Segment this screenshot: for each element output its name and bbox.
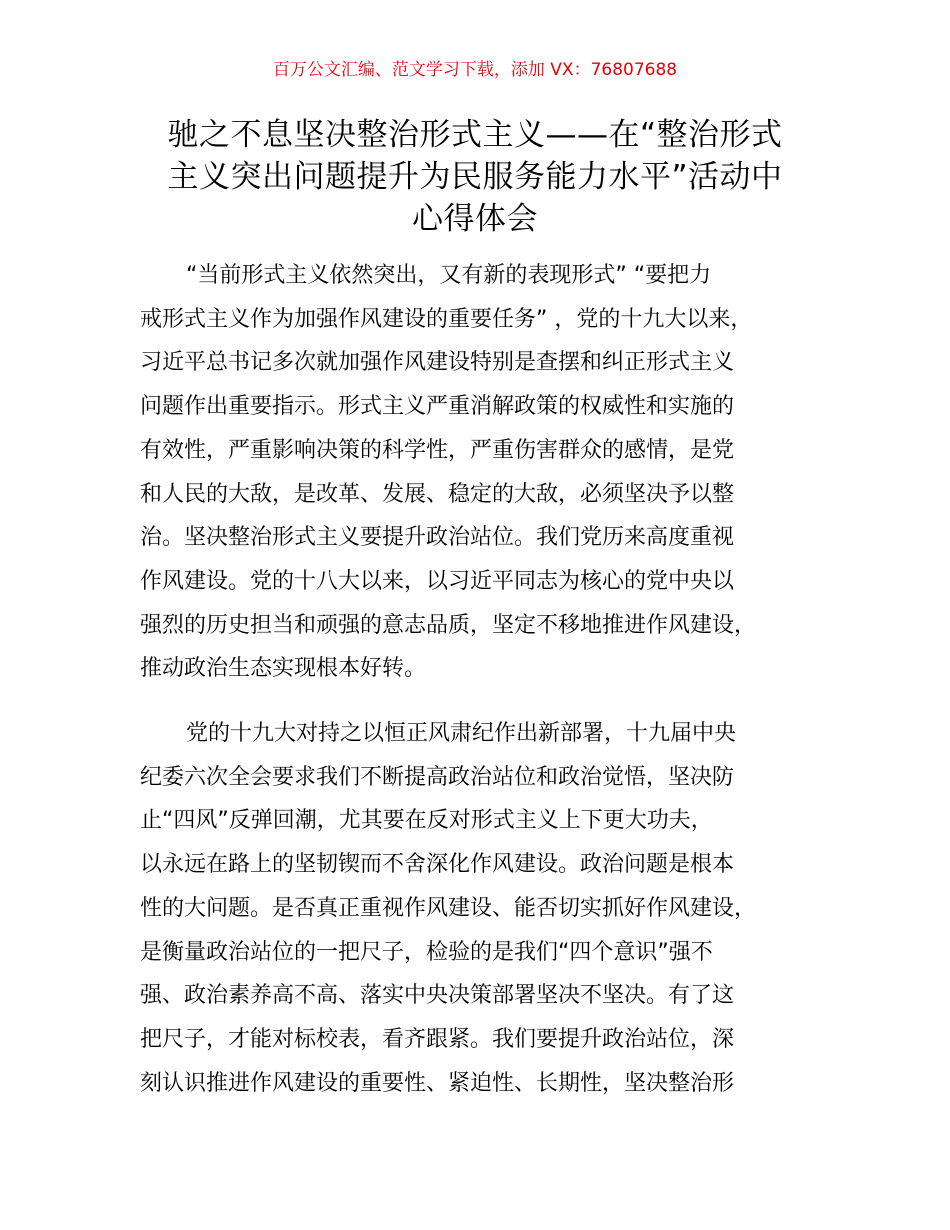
paragraph-line: 和人民的大敌，是改革、发展、稳定的大敌，必须坚决予以整 xyxy=(140,481,735,507)
title-line: 心得体会 xyxy=(412,201,538,237)
paragraph-line: 是衡量政治站位的一把尺子，检验的是我们“四个意识”强不 xyxy=(140,939,713,965)
paragraph-line: 习近平总书记多次就加强作风建设特别是查摆和纠正形式主义 xyxy=(140,350,735,376)
paragraph-line: 戒形式主义作为加强作风建设的重要任务” ，党的十九大以来， xyxy=(140,306,753,332)
paragraph-line: 以永远在路上的坚韧锲而不舍深化作风建设。政治问题是根本 xyxy=(140,852,735,878)
paragraph-line: 性的大问题。是否真正重视作风建设、能否切实抓好作风建设， xyxy=(140,895,757,921)
paragraph-line: 党的十九大对持之以恒正风肃纪作出新部署，十九届中央 xyxy=(186,721,737,747)
paragraph-line: 刻认识推进作风建设的重要性、紧迫性、长期性，坚决整治形 xyxy=(140,1070,735,1096)
paragraph-line: 强烈的历史担当和顽强的意志品质，坚定不移地推进作风建设， xyxy=(140,612,757,638)
paragraph-line: 有效性，严重影响决策的科学性，严重伤害群众的感情，是党 xyxy=(140,437,735,463)
paragraph-line: 把尺子，才能对标校表，看齐跟紧。我们要提升政治站位，深 xyxy=(140,1026,735,1052)
paragraph-line: “当前形式主义依然突出，又有新的表现形式” “要把力 xyxy=(186,263,712,288)
header-promo-note: 百万公文汇编、范文学习下载，添加 VX：76807688 xyxy=(272,60,678,80)
paragraph-spacer xyxy=(140,691,830,712)
title-line: 驰之不息坚决整治形式主义——在“整治形式 xyxy=(167,117,783,153)
paragraph-2 xyxy=(140,712,830,1105)
document-title xyxy=(110,114,840,240)
paragraph-1 xyxy=(140,254,830,691)
paragraph-line: 强、政治素养高不高、落实中央决策部署坚决不坚决。有了这 xyxy=(140,983,735,1009)
paragraph-line: 治。坚决整治形式主义要提升政治站位。我们党历来高度重视 xyxy=(140,525,735,551)
paragraph-line: 止“四风”反弹回潮，尤其要在反对形式主义上下更大功夫， xyxy=(140,808,713,834)
paragraph-line: 问题作出重要指示。形式主义严重消解政策的权威性和实施的 xyxy=(140,394,735,420)
document-body xyxy=(140,254,830,1105)
title-line: 主义突出问题提升为民服务能力水平”活动中 xyxy=(167,159,783,195)
paragraph-line: 纪委六次全会要求我们不断提高政治站位和政治觉悟，坚决防 xyxy=(140,764,735,790)
paragraph-line: 推动政治生态实现根本好转。 xyxy=(140,656,427,682)
paragraph-line: 作风建设。党的十八大以来，以习近平同志为核心的党中央以 xyxy=(140,568,735,594)
